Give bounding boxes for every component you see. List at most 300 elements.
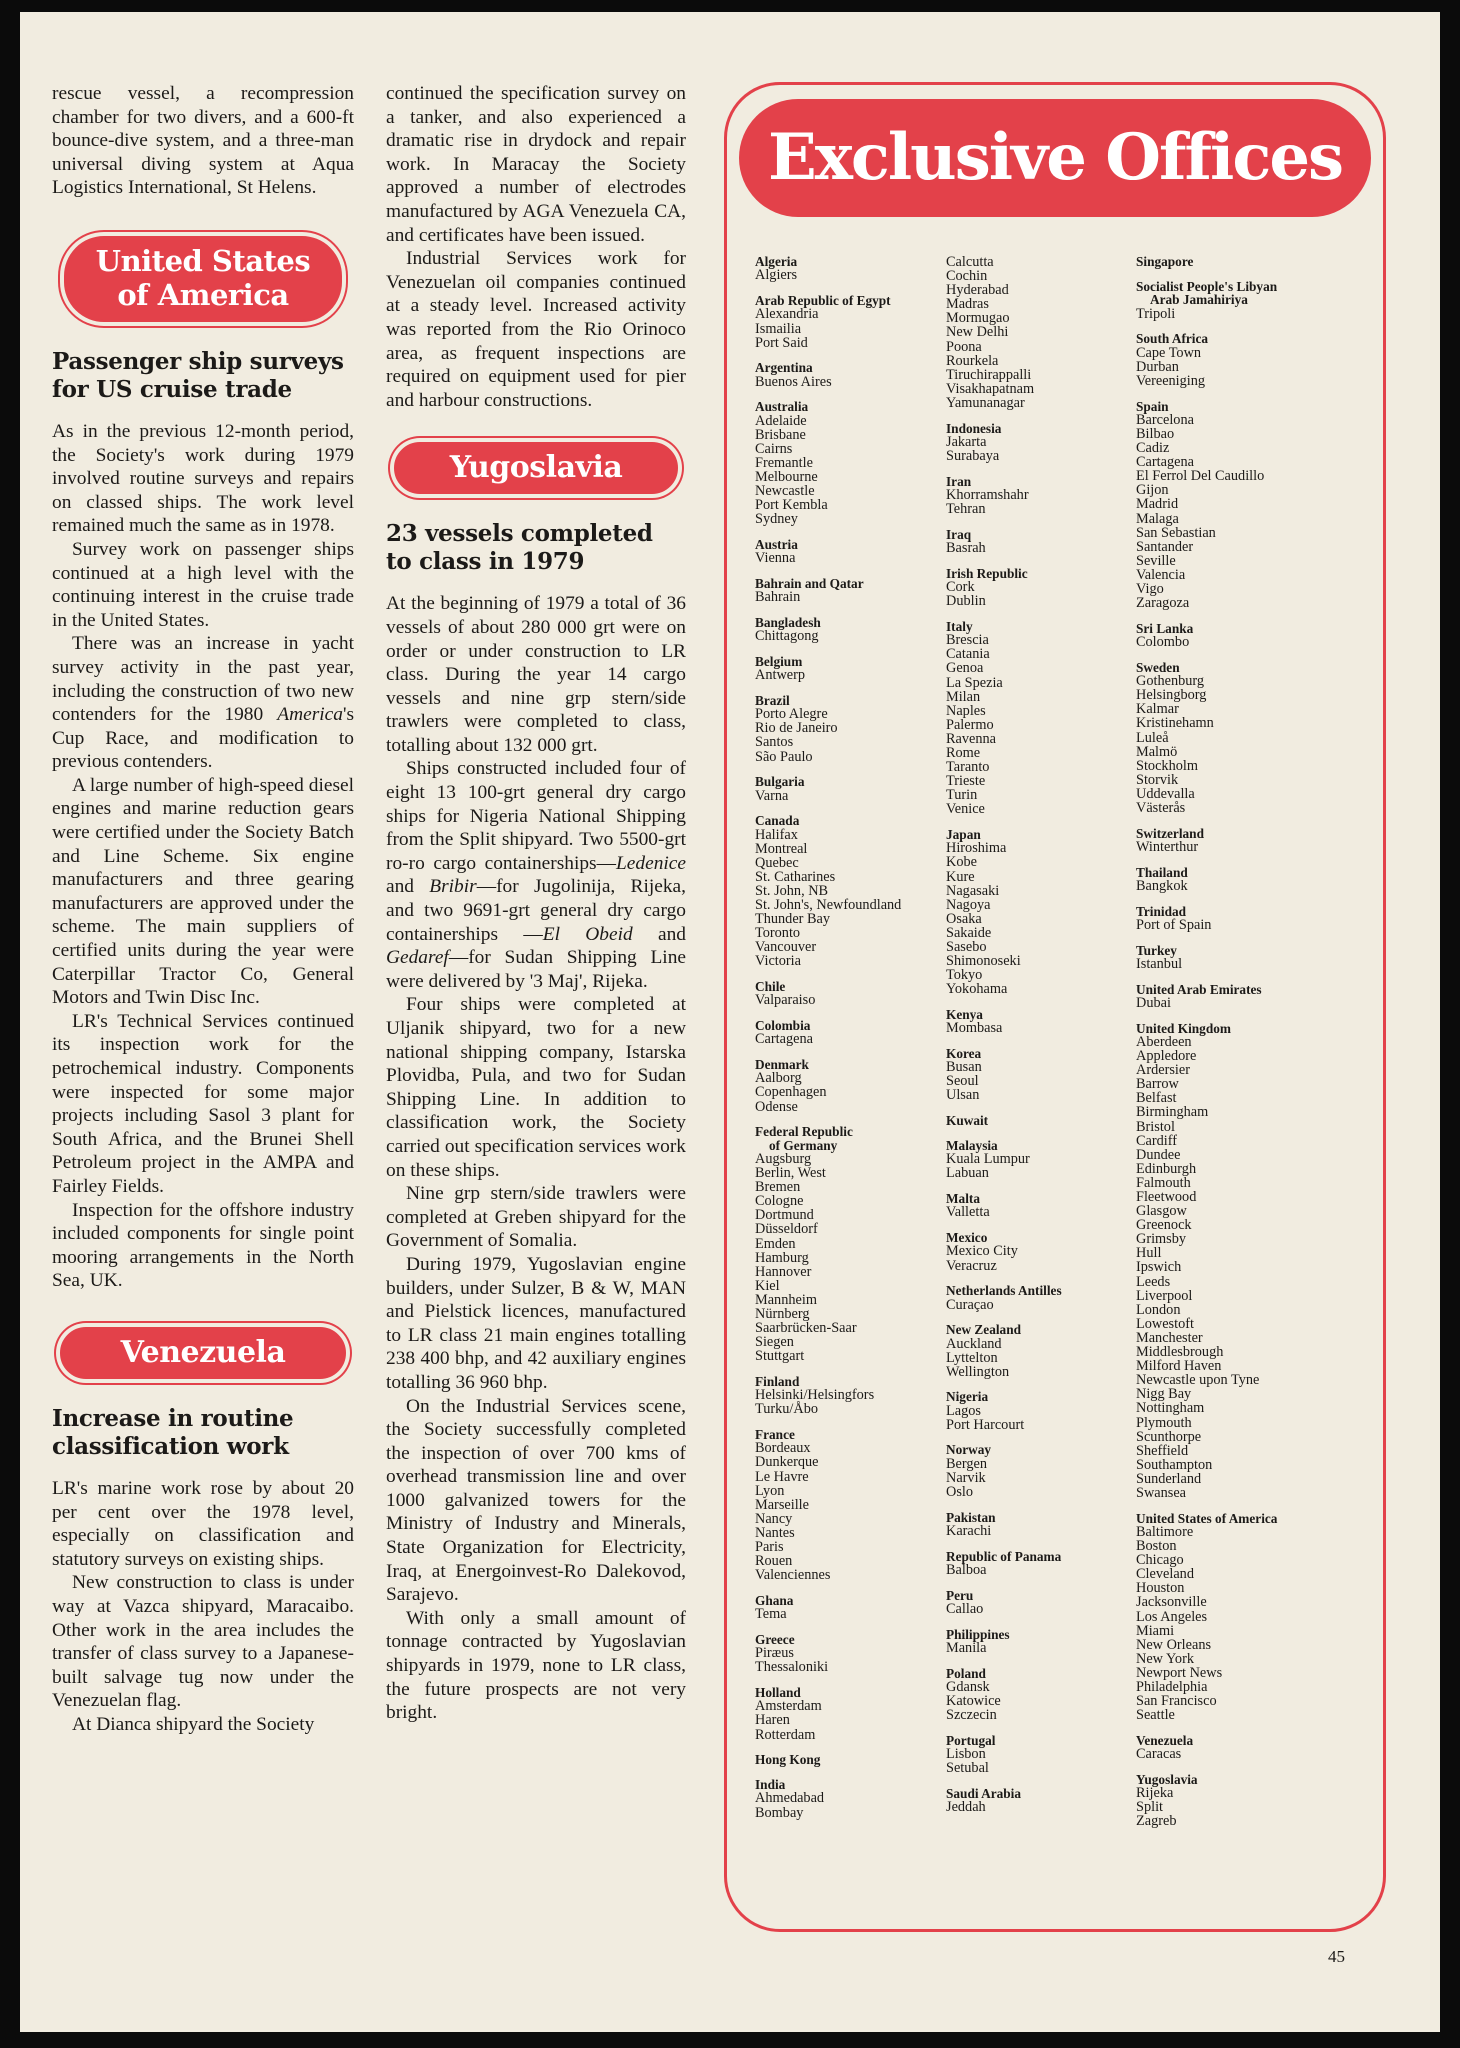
office-city: Sakaide <box>946 924 992 941</box>
yugoslavia-paragraph-6: On the Industrial Services scene, the Society successfully completed the inspection of over 700 kms of overhead transmission line and over 1000 galvanized towers for the Ministry of Industry and Minerals, State Organization for Electricity, Iraq, at Energoinvest-Ro Dalekovod, Sarajevo. <box>386 1395 686 1606</box>
office-city: Sunderland <box>1136 1470 1202 1487</box>
usa-headline <box>52 348 354 404</box>
office-country-block <box>946 1390 1136 1432</box>
office-city: Karachi <box>946 1523 992 1540</box>
office-city: Tema <box>755 1606 787 1623</box>
office-city: La Spezia <box>946 674 1003 691</box>
venezuela-paragraph-1: LR's marine work rose by about 20 per cent over the 1978 level, especially on classification and statutory surveys on existing ships. <box>52 1477 354 1570</box>
country-name: France <box>755 1426 795 1442</box>
office-city: Melbourne <box>755 468 818 485</box>
usa-paragraph-5: LR's Technical Services continued its inspection work for the petrochemical industry. Components were inspected for some major projects including Sasol 3 plant for South Africa, and the Brunei Shell Petroleum project in the AMPA and Fairley Fields. <box>52 1010 354 1197</box>
office-city: Rouen <box>755 1553 793 1570</box>
yugoslavia-headline-line2: to class in 1979 <box>386 548 585 576</box>
office-city: Falmouth <box>1136 1174 1191 1191</box>
country-name: Hong Kong <box>755 1752 821 1768</box>
office-country-block <box>946 1192 1136 1220</box>
venezuela-paragraph-4: Industrial Services work for Venezuelan oil companies continued at a steady level. Increased activity was reported from the Rio Orinoco area, as frequent inspections are required on equipment used for pier and harbour constructions. <box>386 248 686 411</box>
office-country-block <box>755 1594 945 1622</box>
office-country-block <box>946 620 1136 817</box>
country-name: Peru <box>946 1587 974 1603</box>
office-city: Bahrain <box>755 589 801 606</box>
office-city: Surabaya <box>946 448 1000 465</box>
country-name: Indonesia <box>946 420 1002 436</box>
office-city: Santos <box>755 734 794 751</box>
intro-paragraph: rescue vessel, a recompression chamber for two divers, and a 600-ft bounce-dive system, and a three-man universal diving system at Aqua Logistics International, St Helens. <box>52 83 354 199</box>
office-city: Liverpool <box>1136 1287 1193 1304</box>
office-city: Bordeaux <box>755 1440 811 1457</box>
office-city: Manila <box>946 1640 987 1657</box>
country-name: Portugal <box>946 1732 996 1748</box>
yugoslavia-headline-line1: 23 vessels completed <box>386 520 653 548</box>
office-country-block <box>1136 905 1376 933</box>
office-city: Nigg Bay <box>1136 1386 1192 1403</box>
country-name: Turkey <box>1136 942 1177 958</box>
office-city: Ipswich <box>1136 1259 1182 1276</box>
office-city: New York <box>1136 1650 1194 1667</box>
office-city: Bergen <box>946 1455 988 1472</box>
country-name: Trinidad <box>1136 903 1187 919</box>
office-country-block <box>755 775 945 803</box>
office-city: Dublin <box>946 593 986 610</box>
office-city: Barrow <box>1136 1076 1179 1093</box>
office-city: Kure <box>946 868 975 885</box>
office-city: Luleå <box>1136 729 1169 746</box>
office-city: Cleveland <box>1136 1566 1194 1583</box>
office-country-block <box>755 577 945 605</box>
office-city: Quebec <box>755 854 799 871</box>
office-country-block <box>1136 1734 1376 1762</box>
office-city: Grimsby <box>1136 1231 1187 1248</box>
office-city: Porto Alegre <box>755 706 828 723</box>
office-city: Katowice <box>946 1693 1001 1710</box>
yugoslavia-paragraph-4: Nine grp stern/side trawlers were completed at Greben shipyard for the Government of Somalia. <box>386 1183 686 1252</box>
office-country-block <box>755 980 945 1008</box>
country-name: Greece <box>755 1631 795 1647</box>
office-city: Jacksonville <box>1136 1594 1207 1611</box>
office-city: Seoul <box>946 1073 979 1090</box>
office-city: Vancouver <box>755 939 817 956</box>
office-city: Birmingham <box>1136 1104 1209 1121</box>
office-city: Chicago <box>1136 1552 1184 1569</box>
office-country-block <box>755 1058 945 1114</box>
country-name: Italy <box>946 618 973 634</box>
office-city: Saarbrücken-Saar <box>755 1320 857 1337</box>
office-city: Valenciennes <box>755 1567 831 1584</box>
office-city: Valparaiso <box>755 992 816 1009</box>
venezuela-headline-line1: Increase in routine <box>52 1404 294 1432</box>
office-city: St. Catharines <box>755 868 836 885</box>
office-city: Tokyo <box>946 967 983 984</box>
ship-name-gedaref: Gedaref <box>386 947 449 969</box>
country-name: Mexico <box>946 1230 988 1246</box>
country-name: Yugoslavia <box>1136 1771 1198 1787</box>
office-city: Yokohama <box>946 981 1008 998</box>
office-city: Tripoli <box>1136 305 1176 322</box>
office-city: Nottingham <box>1136 1400 1205 1417</box>
office-country-block <box>1136 400 1376 611</box>
country-name: Holland <box>755 1684 801 1700</box>
office-city: Cape Town <box>1136 344 1202 361</box>
office-country-block <box>1136 827 1376 855</box>
office-city: Port Kembla <box>755 497 828 514</box>
office-city: London <box>1136 1301 1181 1318</box>
country-name: Australia <box>755 399 809 415</box>
office-city: Kobe <box>946 854 977 871</box>
country-name: of Germany <box>769 1137 838 1153</box>
ship-name-el-obeid: El Obeid <box>542 923 633 945</box>
office-city: Gdansk <box>946 1679 990 1696</box>
office-city: Naples <box>946 702 986 719</box>
office-country-block <box>1136 332 1376 388</box>
country-name: United States of America <box>1136 1510 1278 1526</box>
office-city: São Paulo <box>755 748 813 765</box>
office-city: Zaragoza <box>1136 595 1190 612</box>
office-city: Toronto <box>755 925 801 942</box>
country-name: Socialist People's Libyan <box>1136 278 1278 294</box>
office-country-block <box>1136 1022 1376 1501</box>
office-city: Edinburgh <box>1136 1160 1197 1177</box>
country-name: Netherlands Antilles <box>946 1283 1062 1299</box>
office-city: Los Angeles <box>1136 1608 1208 1625</box>
office-city: Nagoya <box>946 896 991 913</box>
usa-p3-part-a: There was an increase in yacht survey activity in the past year, including the construction of two new contenders for the 1980 <box>52 633 354 726</box>
yugoslavia-headline <box>386 520 686 576</box>
country-name: Denmark <box>755 1056 809 1072</box>
office-city: Szczecin <box>946 1707 997 1724</box>
office-city: Tiruchirappalli <box>946 366 1032 383</box>
office-city: Lyttelton <box>946 1349 998 1366</box>
office-city: Taranto <box>946 759 990 776</box>
office-country-block <box>946 1114 1136 1127</box>
country-name: Sweden <box>1136 659 1180 675</box>
office-city: Leeds <box>1136 1273 1171 1290</box>
office-city: Piræus <box>755 1645 794 1662</box>
office-city: Nagasaki <box>946 882 1000 899</box>
office-city: Nancy <box>755 1510 793 1527</box>
office-city: Trieste <box>946 773 986 790</box>
country-name: Brazil <box>755 692 790 708</box>
left-column <box>52 82 354 1736</box>
office-city: Miami <box>1136 1622 1175 1639</box>
office-city: Chittagong <box>755 628 819 645</box>
country-name: Iraq <box>946 526 972 542</box>
office-city: Rotterdam <box>755 1726 816 1743</box>
country-name: United Arab Emirates <box>1136 981 1262 997</box>
usa-paragraph-3 <box>52 632 354 774</box>
office-country-block <box>755 255 945 283</box>
office-city: St. John, NB <box>755 882 829 899</box>
office-city: Newcastle <box>755 483 815 500</box>
office-city: Zagreb <box>1136 1813 1177 1830</box>
country-name: Thailand <box>1136 864 1188 880</box>
office-city: Cartagena <box>1136 454 1194 471</box>
office-city: Helsingborg <box>1136 687 1207 704</box>
office-city: Cardiff <box>1136 1132 1178 1149</box>
office-city: Baltimore <box>1136 1523 1194 1540</box>
office-country-block <box>1136 866 1376 894</box>
country-name: Iran <box>946 473 972 489</box>
office-city: Madras <box>946 296 989 313</box>
office-city: Kiel <box>755 1277 780 1294</box>
office-city: Osaka <box>946 910 982 927</box>
office-country-block <box>1136 661 1376 815</box>
office-country-block <box>755 1019 945 1047</box>
office-city: Fleetwood <box>1136 1189 1197 1205</box>
office-city: Ardersier <box>1136 1062 1190 1079</box>
country-name: Kuwait <box>946 1113 989 1129</box>
office-city: Calcutta <box>946 254 994 270</box>
office-city: Valencia <box>1136 566 1186 583</box>
office-city: Glasgow <box>1136 1203 1187 1220</box>
office-city: Uddevalla <box>1136 785 1195 802</box>
office-country-block <box>755 1633 945 1675</box>
usa-paragraph-4: A large number of high-speed diesel engines and marine reduction gears were certified under the Society Batch and Line Scheme. Six engine manufacturers and three gearing manufacturers are approved under the scheme. The main suppliers of certified units during the year were Caterpillar Tractor Co, General Motors and Twin Disc Inc. <box>52 774 354 1009</box>
country-name: Bahrain and Qatar <box>755 575 864 591</box>
office-city: Split <box>1136 1799 1164 1816</box>
office-city: Haren <box>755 1712 790 1729</box>
country-name: New Zealand <box>946 1322 1021 1338</box>
office-city: Aberdeen <box>1136 1033 1192 1050</box>
country-name: South Africa <box>1136 331 1209 347</box>
country-name: Malaysia <box>946 1137 998 1153</box>
office-city: Bremen <box>755 1179 801 1196</box>
office-city: Ravenna <box>946 730 997 747</box>
office-country-block <box>946 1443 1136 1499</box>
office-city: Nürnberg <box>755 1306 810 1322</box>
office-country-block <box>1136 944 1376 972</box>
office-city: Veracruz <box>946 1257 997 1274</box>
office-country-block <box>1136 622 1376 650</box>
office-city: Lagos <box>946 1402 981 1419</box>
office-city: Setubal <box>946 1760 989 1777</box>
office-city: Busan <box>946 1059 982 1076</box>
office-country-block <box>755 694 945 764</box>
office-country-block <box>755 616 945 644</box>
office-city: Santander <box>1136 538 1194 555</box>
office-city: Odense <box>755 1098 798 1115</box>
country-name: Algeria <box>755 254 798 269</box>
office-country-block <box>946 1323 1136 1379</box>
exclusive-offices-box <box>724 82 1386 1932</box>
office-city: Bilbao <box>1136 426 1175 442</box>
office-city: Västerås <box>1136 799 1186 816</box>
page-number: 45 <box>1328 1947 1345 1966</box>
office-city: Newport News <box>1136 1664 1223 1681</box>
office-city: St. John's, Newfoundland <box>755 897 902 913</box>
country-name: Saudi Arabia <box>946 1785 1022 1801</box>
yugoslavia-paragraph-2 <box>386 757 686 993</box>
country-name: Norway <box>946 1442 992 1458</box>
country-name: Austria <box>755 536 798 552</box>
office-city: Catania <box>946 646 990 663</box>
office-city: Kuala Lumpur <box>946 1151 1030 1168</box>
office-city: Narvik <box>946 1469 986 1486</box>
office-city: Caracas <box>1136 1746 1182 1763</box>
office-city: Lowestoft <box>1136 1315 1194 1332</box>
offices-column-3 <box>1136 255 1376 1840</box>
office-city: Vienna <box>755 550 796 567</box>
country-name: Arab Jamahiriya <box>1150 292 1248 308</box>
office-city: Poona <box>946 338 982 355</box>
office-country-block <box>1136 983 1376 1011</box>
venezuela-banner: Venezuela <box>60 1327 346 1379</box>
office-city: Middlesbrough <box>1136 1344 1224 1361</box>
yugoslavia-article <box>386 592 686 1725</box>
office-city: Cartagena <box>755 1031 813 1048</box>
office-city: Newcastle upon Tyne <box>1136 1372 1260 1389</box>
office-city: Cologne <box>755 1193 804 1210</box>
office-city: Halifax <box>755 826 798 843</box>
office-city: Valletta <box>946 1204 990 1221</box>
country-name: Federal Republic <box>755 1124 853 1140</box>
country-name: Bulgaria <box>755 774 805 790</box>
office-country-block <box>946 528 1136 556</box>
office-city: Fremantle <box>755 454 813 471</box>
office-city: Jakarta <box>946 433 987 450</box>
office-city: Seville <box>1136 552 1176 569</box>
office-city: Nantes <box>755 1524 795 1541</box>
usa-paragraph-6: Inspection for the offshore industry included components for single point mooring arrangements in the North Sea, UK. <box>52 1199 354 1292</box>
office-city: Hannover <box>755 1263 812 1280</box>
office-city: Buenos Aires <box>755 373 832 390</box>
office-city: Hiroshima <box>946 840 1007 857</box>
office-city: Callao <box>946 1601 984 1618</box>
office-city: Ulsan <box>946 1087 980 1104</box>
country-name: Chile <box>755 978 786 994</box>
office-city: Adelaide <box>755 412 807 429</box>
office-country-block <box>755 1125 945 1363</box>
office-country-block <box>755 655 945 683</box>
office-city: Rome <box>946 744 981 761</box>
office-city: Port of Spain <box>1136 916 1212 933</box>
office-city: Thunder Bay <box>755 911 831 928</box>
office-country-block <box>946 1139 1136 1181</box>
yugo-p2-part-e: —for Sudan Shipping Line were delivered by '3 Maj', Rijeka. <box>386 947 686 992</box>
office-city: Varna <box>755 787 789 804</box>
office-city: Brescia <box>946 632 989 649</box>
office-city: Cork <box>946 579 975 596</box>
office-city: Helsinki/Helsingfors <box>755 1387 875 1404</box>
usa-p3-part-b: 's Cup Race, and modification to previous contenders. <box>52 704 354 773</box>
office-city: Kristinehamn <box>1136 715 1214 732</box>
office-city: Labuan <box>946 1165 989 1182</box>
office-city: Düsseldorf <box>755 1221 818 1238</box>
office-city: Palermo <box>946 716 994 733</box>
office-country-block <box>1136 1512 1376 1723</box>
office-city: Venice <box>946 801 985 818</box>
office-city: Dubai <box>1136 994 1171 1011</box>
office-city: Antwerp <box>755 667 806 684</box>
country-name: Sri Lanka <box>1136 620 1194 636</box>
office-city: San Francisco <box>1136 1693 1217 1710</box>
office-city: Bangkok <box>1136 877 1188 894</box>
office-city: Belfast <box>1136 1090 1177 1107</box>
office-city: Montreal <box>755 840 808 857</box>
office-country-block <box>946 475 1136 517</box>
office-city: Hamburg <box>755 1249 809 1266</box>
yugoslavia-paragraph-3: Four ships were completed at Uljanik shipyard, two for a new national shipping company, Istarska Plovidba, Pula, and two for Sudan Shipping Line. In addition to classification work, the Society carried out specification services work on these ships. <box>386 994 686 1181</box>
office-city: Colombo <box>1136 634 1190 651</box>
office-country-block <box>946 1284 1136 1312</box>
office-country-block <box>755 538 945 566</box>
office-city: Sheffield <box>1136 1442 1189 1459</box>
office-country-block <box>946 1589 1136 1617</box>
office-city: Vereeniging <box>1136 372 1206 389</box>
office-country-block <box>1136 280 1376 321</box>
office-city: Durban <box>1136 358 1179 375</box>
usa-paragraph-1: As in the previous 12-month period, the Society's work during 1979 involved routine surveys and repairs on classed ships. The work level remained much the same as in 1978. <box>52 420 354 537</box>
country-name: Japan <box>946 826 981 842</box>
usa-banner-line2: of America <box>117 277 289 312</box>
office-city: Marseille <box>755 1496 809 1513</box>
office-city: Wellington <box>946 1363 1010 1380</box>
office-city: Cochin <box>946 268 988 285</box>
yugo-p2-part-d: and <box>632 923 687 945</box>
office-city: Cairns <box>755 440 793 457</box>
office-city: San Sebastian <box>1136 524 1216 541</box>
country-name: Philippines <box>946 1626 1010 1642</box>
country-name: Malta <box>946 1191 980 1207</box>
office-city: Tehran <box>946 501 986 518</box>
office-city: Swansea <box>1136 1484 1187 1501</box>
office-country-block <box>755 814 945 968</box>
exclusive-offices-title: Exclusive Offices <box>739 99 1371 217</box>
office-city: New Delhi <box>946 324 1009 341</box>
country-name: Republic of Panama <box>946 1548 1062 1564</box>
office-country-block <box>946 1511 1136 1539</box>
venezuela-headline <box>52 1405 354 1461</box>
office-country-block <box>755 1375 945 1417</box>
office-country-block <box>946 1734 1136 1776</box>
office-country-block <box>1136 1773 1376 1829</box>
office-city: Madrid <box>1136 496 1179 513</box>
usa-p3-emphasis: America <box>277 704 343 726</box>
office-city: Alexandria <box>755 306 819 323</box>
office-city: Mormugao <box>946 310 1010 327</box>
office-country-block <box>755 1753 945 1766</box>
venezuela-paragraph-3: At Dianca shipyard the Society <box>72 1713 315 1735</box>
office-city: Aalborg <box>755 1070 802 1087</box>
venezuela-article <box>52 1477 354 1737</box>
venezuela-continued-paragraph: continued the specification survey on a tanker, and also experienced a dramatic rise in drydock and repair work. In Maracay the Society approved a number of electrodes manufactured by AGA Venezuela CA, and certificates have been issued. <box>386 83 686 246</box>
office-country-block <box>1136 255 1376 268</box>
office-city: Paris <box>755 1539 784 1556</box>
country-name: Bangladesh <box>755 614 821 630</box>
yugoslavia-paragraph-1: At the beginning of 1979 a total of 36 vessels of about 280 000 grt were on order or under construction to LR class. During the year 14 cargo vessels and nine grp stern/side trawlers were completed to class, totalling about 132 000 grt. <box>386 593 686 756</box>
office-city: Gijon <box>1136 482 1169 499</box>
yugo-p2-part-a: Ships constructed included four of eight 13 100-grt general dry cargo ships for Nigeria National Shipping from the Split shipyard. Two 5500-grt ro-ro cargo containerships— <box>386 758 686 874</box>
office-city: Kalmar <box>1136 701 1179 718</box>
office-city: Milford Haven <box>1136 1358 1222 1375</box>
office-city: Rio de Janeiro <box>755 720 838 737</box>
office-city: Winterthur <box>1136 838 1199 855</box>
office-country-block <box>946 567 1136 609</box>
country-name: Singapore <box>1136 254 1194 269</box>
office-city: Istanbul <box>1136 955 1183 972</box>
office-city: Algiers <box>755 267 798 284</box>
country-name: Finland <box>755 1373 800 1389</box>
venezuela-paragraph-2: New construction to class is under way at Vazca shipyard, Maracaibo. Other work in the area includes the transfer of class survey to a Japanese-built salvage tug now under the Venezuelan flag. <box>52 1572 354 1712</box>
office-city: Boston <box>1136 1538 1177 1555</box>
offices-column-1 <box>755 255 945 1831</box>
country-name: Pakistan <box>946 1509 996 1525</box>
office-city: Manchester <box>1136 1329 1203 1346</box>
office-city: Hull <box>1136 1245 1162 1262</box>
office-city: New Orleans <box>1136 1636 1212 1653</box>
country-name: Kenya <box>946 1006 983 1022</box>
office-country-block <box>946 1628 1136 1656</box>
country-name: Argentina <box>755 360 813 376</box>
